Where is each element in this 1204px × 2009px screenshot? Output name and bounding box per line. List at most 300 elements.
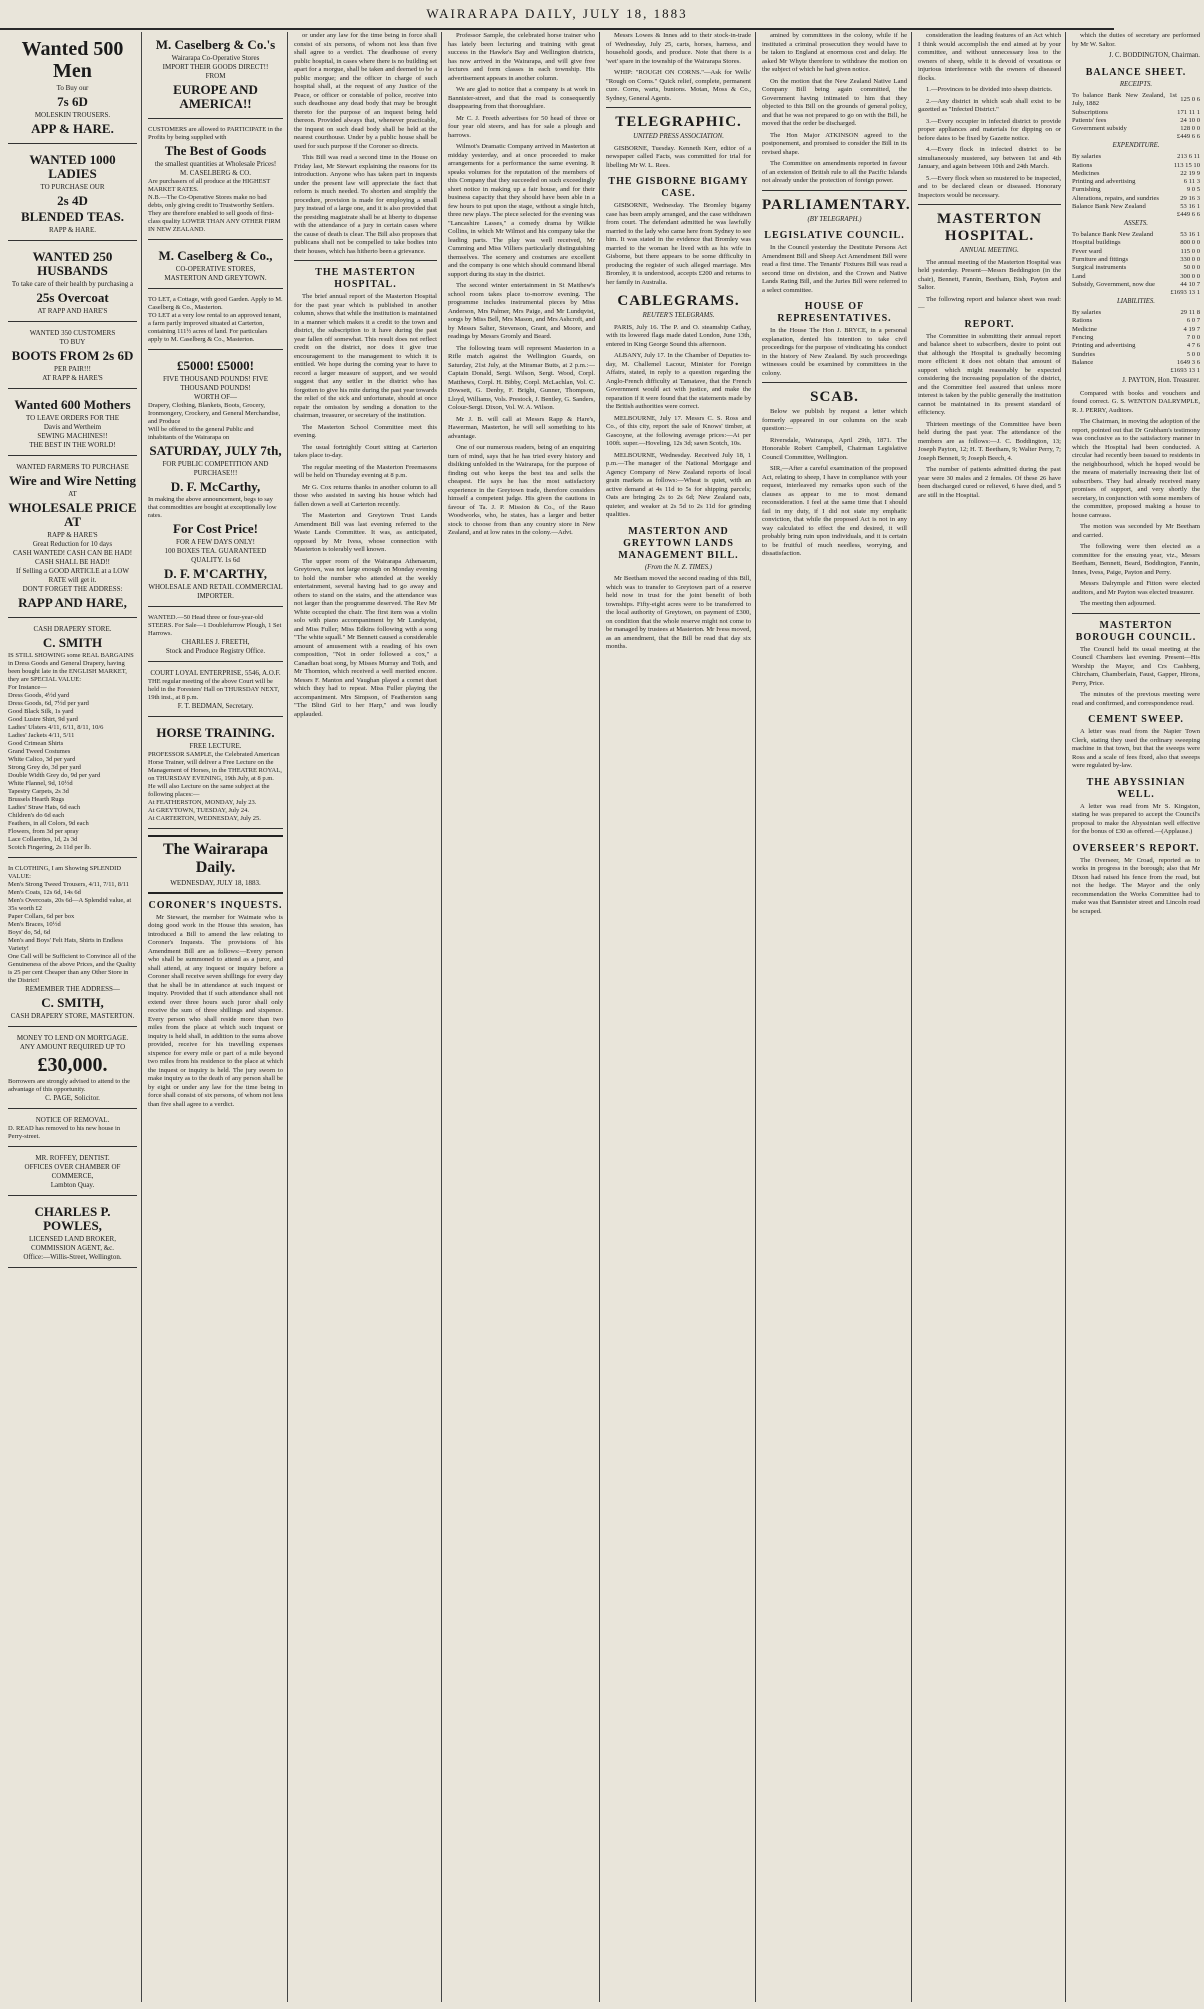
advert-wire: [8, 459, 137, 618]
article-paragraph: Messrs Dalrymple and Fitton were elected auditors, and Mr Payton was elected treasurer.: [1072, 580, 1200, 596]
advert-line: Men's Strong Tweed Trousers, 4/11, 7/11, 8/11: [8, 881, 130, 888]
advert-line: 100 BOXES TEA. GUARANTEED QUALITY. 1s 6d: [164, 547, 267, 564]
table-row: [1072, 273, 1200, 281]
article-paragraph: MELBOURNE, July 17. Messrs C. S. Ross and Co., of this city, report the sale of Knows' timber, at Gascoyne, at the following average prices:—At per 100ft. super.—Hoveling, 12s 3d; sawn Scotch, 10s.: [606, 414, 751, 447]
advert-line: WHOLESALE AND RETAIL COMMERCIAL IMPORTER.: [148, 583, 283, 600]
article-paragraph: Riversdale, Wairarapa, April 29th, 1871. The Honorable Robert Campbell, Chairman Legislative Council Committee, Wellington.: [762, 436, 907, 461]
table-total-row: [1072, 367, 1200, 375]
advert-line: APP & HARE.: [31, 121, 114, 136]
article-paragraph: A letter was read from Mr S. Kingston, stating he was prepared to accept the Council's proposal to make the Abyssinian well effective for the bonus of £30 as offered.—(Applause.): [1072, 802, 1200, 836]
article-paragraph: The minutes of the previous meeting were read and confirmed, and correspondence read.: [1072, 691, 1200, 707]
advert-to-let: [148, 292, 283, 350]
receipts-table: [1072, 92, 1200, 142]
row-amount: 50 0 0: [1183, 264, 1200, 272]
price-list-item: Tapestry Carpets, 2s 3d: [8, 788, 69, 795]
advert-line: FIVE THOUSAND POUNDS! FIVE THOUSAND POUNDS!: [162, 375, 269, 392]
signature: J. C. BODDINGTON, Chairman.: [1108, 52, 1200, 59]
row-label: Printing and advertising: [1072, 178, 1136, 186]
article-paragraph: 1.—Provinces to be divided into sheep districts.: [926, 86, 1053, 93]
table-row: [1072, 231, 1200, 239]
advert-line: If Selling a GOOD ARTICLE at a LOW RATE will get it.: [16, 567, 129, 584]
article-heading: LEGISLATIVE COUNCIL.: [764, 230, 905, 241]
paper-date: WEDNESDAY, JULY 18, 1883.: [170, 879, 261, 887]
article-paragraph: consideration the leading features of an Act which I think would accomplish the end aimed at by your committee, and without unnecessary loss to the owners of sheep, while it is devoid of vexatious or injurious interference with the owners of diseased flocks.: [918, 32, 1061, 82]
table-row: [1072, 195, 1200, 203]
row-label: Medicine: [1072, 325, 1097, 333]
table-row: [1072, 109, 1200, 117]
section-subheading: ANNUAL MEETING.: [960, 247, 1019, 254]
row-label: Medicines: [1072, 169, 1100, 177]
row-label: Hospital buildings: [1072, 239, 1121, 247]
advert-steers: [148, 610, 283, 662]
price-list-item: Dress Goods, 4½d yard: [8, 692, 70, 699]
advert-line: CASH DRAPERY STORE.: [33, 625, 112, 633]
advert-line: Great Reduction for 10 days: [32, 540, 113, 548]
advert-line: Paper Collars, 6d per box: [8, 913, 75, 920]
table-row: [1072, 125, 1200, 133]
article-paragraph: The Committee in submitting their annual report and balance sheet to subscribers, desire to point out that although the Hospital is gradually becoming more efficient it does not obtain that amount of support which might reasonably be expected considering the increasing population of the district, and the Committee feel assured that unless more interest is taken by the public generally the institution cannot be maintained in its present standard of efficiency.: [918, 332, 1061, 416]
article-paragraph: Mr C. J. Freeth advertises for 50 head of three or four year old steers, and has for sale a plough and harrows.: [448, 114, 595, 139]
table-row: [1072, 256, 1200, 264]
advert-line: Wire and Wire Netting: [9, 473, 136, 488]
row-amount: 22 19 9: [1180, 169, 1200, 177]
price-list-item: Ladies' Straw Hats, 6d each: [8, 804, 81, 811]
advert-line: Wairarapa Co-Operative Stores: [171, 54, 260, 62]
advert-line: Drapery, Clothing, Blankets, Boots, Grocery, Ironmongery, Crockery, and General Merchandise, and Produce: [148, 402, 281, 425]
advert-line: FREE LECTURE.: [189, 742, 242, 750]
advert-line: HORSE TRAINING.: [156, 725, 275, 740]
advert-sewing: [8, 392, 137, 456]
article-paragraph: The annual meeting of the Masterton Hospital was held yesterday. Present—Messrs Beddington (in the chair), Bennett, Fannin, Beetham, Bish, Payton and Saltor.: [918, 258, 1061, 291]
article-paragraph: The Committee on amendments reported in favour of an extension of British rule to all the Pacific Islands not already under the protection of foreign power.: [762, 160, 907, 184]
article-heading: REPORT.: [964, 318, 1015, 330]
article-paragraph: SIR,—After a careful examination of the proposed Act, relating to sheep, I have in compliance with your request, interleaved my remarks upon such of the clauses as appear to me to most demand reconsideration. I feel at the same time that I should fail in my duty, if I did not state my emphatic conviction, that while the proposed Act is not in any way calculated to effect the end desired, it will probably bring ruin upon individuals, and it is certain to be fruitful of much needless, worrying, and dissatisfaction.: [762, 465, 907, 557]
advert-line: He will also Lecture on the same subject at the following places:—: [148, 783, 270, 798]
row-label: Furniture and fittings: [1072, 256, 1129, 264]
masthead: WAIRARAPA DAILY, JULY 18, 1883: [0, 0, 1114, 30]
article-paragraph: The upper room of the Wairarapa Athenaeum, Greytown, was not large enough on Monday evening to hold the number who attended at the weekly entertainment, several having had to go away and others to stand on the stairs, and the attendance was not larger than the programme deserved. The Rev Mr White occupied the chair. The first item was a violin solo with piano accompaniment by Mr Lundqvist, and Miss Fuller; Miss Edkins following with a song "The white squall." Mr Bennett caused a considerable amount of amusement with a reading of his own composition, "Not in order followed a cox," a Canadian boat song, by Misses Murray and Toth, and Mr Thornton, which received a well merited encore. Messrs F. Manton and Vaughan played a cornet duet which they had to repeat. Miss Fuller playing the accompaniment. Mrs Simpson, of Featherston sang "The Blind Girl to her Harp," and was loudly applauded.: [294, 557, 437, 718]
advert-line: RAPP & HARE.: [48, 226, 96, 234]
section-subheading: UNITED PRESS ASSOCIATION.: [633, 133, 724, 140]
column-8: [1070, 32, 1204, 2002]
article-paragraph: We are glad to notice that a company is at work in Bannister-street, and that the road is consequently disappearing from that thoroughfare.: [448, 86, 595, 110]
advert-line: Men's Braces, 10½d: [8, 921, 61, 928]
advert-heading: M. Caselberg & Co.,: [158, 248, 273, 263]
advert-smith-drapery: [8, 621, 137, 858]
row-label: To balance Bank New Zealand, 1st July, 1882: [1072, 92, 1177, 108]
table-row: [1072, 334, 1200, 342]
article-heading: THE MASTERTON HOSPITAL.: [315, 267, 416, 290]
price-list-item: Ladies' Ulsters 4/11, 6/11, 8/11, 10/6: [8, 724, 104, 731]
column-2: [146, 32, 288, 2002]
advert-line: COURT LOYAL ENTERPRISE, 5546, A.O.F.: [150, 669, 281, 677]
table-row: [1072, 342, 1200, 350]
article-paragraph: Messrs Lowes & Innes add to their stock-in-trade of Wednesday, July 25, carts, horses, harness, and household goods, and produce. Note that there is a 'wet' spare in the township of the Wairarapa Stores.: [606, 32, 751, 65]
section-heading-scab: SCAB.: [810, 389, 859, 405]
row-amount: 29 16 3: [1180, 194, 1200, 202]
row-label: Land: [1072, 272, 1086, 280]
column-5: [604, 32, 756, 2002]
advert-line: CO-OPERATIVE STORES,: [175, 265, 256, 273]
advert-line: N.B.—The Co-Operative Stores make no bad debts, only giving credit to Trustworthy Settlers. They are therefore enabled to sell goods of first-class quality LOWER THAN ANY OTHER FIRM IN NEW ZEALAND.: [148, 194, 281, 233]
advert-line: Borrowers are strongly advised to attend to the advantage of this opportunity.: [8, 1078, 130, 1093]
table-heading: RECEIPTS.: [1119, 80, 1153, 88]
row-label: Patients' fees: [1072, 116, 1107, 124]
price-list-item: Lace Collarettes, 1d, 2s 3d: [8, 836, 78, 843]
article-paragraph: Mr Stewart, the member for Waimate who is doing good work in the House this session, has introduced a Bill to amend the law relating to Coroner's Inquests. The provisions of his Amendment Bill are as follows:—Every person who shall be summoned to attend as a juror, and shall attend, at any inquest or inquiry before a Coroner shall receive seven shillings for every day that he shall be in attendance at such inquest or inquiry. Provided that if such attendance shall not extend over three hours such juror shall only receive the sum of three shillings and sixpence. Every person who shall reside more than two miles from the place at which such inquest or inquiry is held shall, in addition to the sums above provided, receive for his travelling expenses sixpence for every mile or part of a mile beyond two miles from his residence to the place at which the inquest or inquiry is held. The jury sworn to make inquiry as to the death of any person shall be by eight or under any law for the time being in force shall consist of six persons, of whom not less than five shall agree to a verdict.: [148, 913, 283, 1108]
article-paragraph: 4.—Every flock in infected district to be simultaneously mustered, say between 1st and 4th January, and again between 10th and 24th March.: [918, 146, 1061, 170]
advert-line: TO LET, a Cottage, with good Garden. Apply to M. Caselberg & Co., Masterton.: [148, 296, 283, 311]
price-list-item: Good Black Silk, 1s yard: [8, 708, 74, 715]
table-row: [1072, 186, 1200, 194]
article-paragraph: 3.—Every occupier in infected district to provide proper appliances and materials for dipping on or before dates to be fixed by Gazette notice.: [918, 117, 1061, 142]
table-row: [1072, 281, 1200, 289]
advert-caselberg-goods: [148, 122, 283, 240]
paper-title: The Wairarapa Daily.: [162, 841, 269, 876]
advert-dentist: [8, 1150, 137, 1196]
advert-line: BLENDED TEAS.: [20, 209, 125, 224]
advert-smith-clothing: [8, 861, 137, 1027]
row-amount: 171 11 1: [1177, 108, 1200, 116]
row-amount: 44 10 7: [1180, 280, 1200, 288]
table-heading: ASSETS.: [1124, 219, 1148, 227]
advert-line: TO BUY: [59, 338, 86, 346]
advert-heading: Wanted 600 Mothers: [14, 397, 131, 412]
article-paragraph: On the motion that the New Zealand Native Land Company Bill being again committed, the Government having intimated to him that they objected to this Bill on the grounds of general policy, and that he was not prepared to go on with the Bill, he moved that the order be discharged.: [762, 77, 907, 127]
article-paragraph: The Chairman, in moving the adoption of the report, pointed out that Dr Grabham's testimony was conclusive as to the satisfactory manner in which the Hospital had been conducted. A circular had recently been issued to residents in the neighbourhood, which he hoped would be the means of materially increasing their list of subscribers. They had already received many promises of support, and very shortly the secretary, in conjunction with some members of the committee, proposed making a house to house canvass.: [1072, 418, 1200, 519]
advert-court-loyal: [148, 665, 283, 717]
price-list-item: Strong Grey do, 3d per yard: [8, 764, 81, 771]
liabilities-table: [1072, 309, 1200, 375]
article-paragraph: MELBOURNE, Wednesday. Received July 18, 1 p.m.—The manager of the National Mortgage and Agency Company of New Zealand reports of local grain markets as follows:—Wheat is quiet, with an active demand at 4s 11d to 5s for shipping parcels; Oats are bringing 2s to 2s 6d; New Zealand oats, quieter, and weaker at 2s 5d to 2s 11d for grinding qualities.: [606, 451, 751, 518]
advert-line: Stock and Produce Registry Office.: [165, 647, 266, 655]
article-heading: THE ABYSSINIAN WELL.: [1086, 776, 1186, 800]
advert-caselberg-import: [148, 32, 283, 119]
advert-line: EUROPE AND AMERICA!!: [173, 82, 258, 111]
table-row: [1072, 117, 1200, 125]
advert-moleskin: [8, 32, 137, 144]
table-row: [1072, 309, 1200, 317]
advert-boots: [8, 325, 137, 389]
row-amount: 128 0 0: [1180, 125, 1200, 133]
price-list-item: Scotch Fingering, 2s 11d per lb.: [8, 844, 91, 851]
article-paragraph: The following were then elected as a committee for the ensuing year, viz., Messrs Beetham, Bennett, Beard, Boddington, Fannin, Innes, Ivess, Paige, Payton and Perry.: [1072, 543, 1200, 576]
advert-line: TO LEAVE ORDERS FOR THE: [26, 414, 119, 422]
advert-line: AT RAPP AND HARE'S: [37, 307, 108, 315]
advert-line: COMMISSION AGENT, &c.: [30, 1244, 115, 1252]
advert-line: Men's and Boys' Felt Hats, Shirts in Endless Variety!: [8, 937, 124, 952]
article-paragraph: Mr Beetham moved the second reading of this Bill, which was to transfer to Greytown part of a reserve held now in trust for the joint benefit of both townships. Fifty-eight acres were to be transferred to the local authority of Greytown, on payment of £300, on condition that the whole reserve might not come to be managed by trustees at Masterton. Mr Ivess moved, as an amendment, that the Bill be read that day six months.: [606, 575, 751, 650]
table-row: [1072, 92, 1200, 109]
price-list-item: Good Crimean Shirts: [8, 740, 64, 747]
article-heading: HOUSE OF REPRESENTATIVES.: [777, 301, 892, 324]
price-list-item: Feathers, in all Colors, 9d each: [8, 820, 89, 827]
table-row: [1072, 248, 1200, 256]
column-6: [760, 32, 912, 2002]
article-paragraph: This Bill was read a second time in the House on Friday last, Mr Stewart explaining the reasons for its introduction. Anyone who has taken part in inquests under the present law will appreciate the fact that reform is much needed. To shorten and simplify the procedure, provision is made for employing a small jury instead of a large one, and it is also provided that the presiding magistrate shall be at liberty to dispense with the attendance of a jury in certain cases where the cause of death is clear. The Bill also proposes that publicans shall not be compelled to take bodies into their houses, which has hitherto been a grievance.: [294, 154, 437, 255]
advert-line: C. PAGE, Solicitor.: [45, 1094, 100, 1102]
advert-line: RAPP & HARE'S: [47, 531, 98, 539]
advert-line: One Call will be Sufficient to Convince all of the Genuineness of the above Prices, and the Quality is 25 per cent Cheaper than any Other Store in the District!: [8, 953, 136, 984]
advert-heading: WANTED 350 CUSTOMERS: [29, 329, 116, 337]
advert-line: MONEY TO LEND ON MORTGAGE.: [16, 1034, 129, 1042]
advert-line: SATURDAY, JULY 7th,: [149, 443, 282, 458]
row-amount: 213 6 11: [1177, 153, 1200, 161]
divider: [762, 382, 907, 383]
advert-line: At FEATHERSTON, MONDAY, July 23.: [148, 799, 257, 806]
advert-line: At GREYTOWN, TUESDAY, July 24.: [148, 807, 250, 814]
advert-line: In making the above announcement, begs to say that commodities are bought at exceptionally low rates.: [148, 496, 277, 519]
article-paragraph: The following report and balance sheet was read:—: [918, 295, 1061, 311]
row-label: By salaries: [1072, 153, 1102, 161]
row-label: Surgical instruments: [1072, 264, 1127, 272]
row-amount: 53 16 1: [1180, 231, 1200, 239]
row-amount: 1649 3 6: [1176, 358, 1200, 366]
article-paragraph: One of our numerous readers, being of an enquiring turn of mind, says that he has tried every history and disliking unfolded in the Wairarapa, for the purpose of finding out who keeps the best tea and sells the cheapest. He says he has the most satisfactory experience in the Greytown trade, therefore considers himself a competent judge. His given the cautions in favour of Ta. J. P. Mission & Co., of the Rauo Woodworks, who, he states, has a larger and better stock to choose from than any country store in New Zealand, and at low rates in the colony.—Advt.: [448, 444, 595, 536]
row-label: Balance Bank New Zealand: [1072, 203, 1146, 211]
section-subheading: REUTER'S TELEGRAMS.: [642, 312, 715, 319]
price-list-item: White Calico, 3d per yard: [8, 756, 76, 763]
advert-line: NOTICE OF REMOVAL.: [35, 1116, 110, 1124]
price-list-item: Grand Tweed Costumes: [8, 748, 71, 755]
article-subheading: (From the N. Z. TIMES.): [644, 563, 713, 571]
price-list-item: Good Lustre Shirt, 9d yard: [8, 716, 78, 723]
article-heading: MASTERTON AND GREYTOWN LANDS MANAGEMENT BILL.: [618, 525, 739, 561]
article-paragraph: The Council held its usual meeting at the Council Chambers last evening. Present—His Worship the Mayor, and Crs Cashberg, Chircham, Chamberlain, Faust, Gapper, Hirons, Perry, Price.: [1072, 645, 1200, 687]
advert-line: CHARLES P. POWLES,: [34, 1204, 111, 1233]
article-paragraph: The Hon Major ATKINSON agreed to the postponement, and promised to consider the Bill in its revised shape.: [762, 131, 907, 156]
article-paragraph: The Masterton School Committee meet this evening.: [294, 423, 437, 439]
article-paragraph: The usual fortnightly Court sitting at Carterton takes place to-day.: [294, 443, 437, 459]
divider: [294, 260, 437, 261]
row-amount: 29 11 8: [1180, 309, 1200, 317]
advert-line: Office:—Willis-Street, Wellington.: [23, 1253, 122, 1261]
column-4: [446, 32, 600, 2002]
row-amount: 800 0 0: [1180, 239, 1200, 247]
row-amount: 4 19 7: [1183, 325, 1200, 333]
section-heading-hospital: MASTERTON HOSPITAL.: [937, 211, 1042, 244]
table-total-row: [1072, 211, 1200, 219]
row-amount: 5 0 0: [1186, 350, 1200, 358]
article-paragraph: In the Council yesterday the Destitute Persons Act Amendment Bill and Sheep Act Amendment Bill were read a first time. The Tenants' Fixtures Bill was read a second time on division, and the Crown and Native Lands Rating Bill, and the Juries Bill were referred to a select committee.: [762, 244, 907, 294]
advert-line: Men's Overcoats, 20s 6d—A Splendid value, at 35s worth £2: [8, 897, 132, 912]
article-paragraph: 5.—Every flock when so mustered to be inspected, and to be declared clean or diseased. Honorary Inspectors would be necessary.: [918, 174, 1061, 199]
article-paragraph: In the House The Hon J. BRYCE, in a personal explanation, denied his intention to take civil proceedings for the purpose of vindicating his conduct in the history of New Zealand. By such proceedings witnesses could be examined by committees in the colony.: [762, 327, 907, 377]
advert-line: £30,000.: [37, 1054, 108, 1076]
advert-line: Davis and Wertheim: [43, 423, 102, 431]
advert-line: D. F. McCarthy,: [170, 479, 261, 494]
advert-line: REMEMBER THE ADDRESS—: [25, 985, 120, 993]
article-paragraph: The number of patients admitted during the past year were 30 males and 2 females. Of these 26 have been discharged cured or relieved, 6 have died, and 5 are still in the Hospital.: [918, 466, 1061, 499]
advert-line: 25s Overcoat: [36, 290, 109, 305]
table-row: [1072, 178, 1200, 186]
row-label: By salaries: [1072, 309, 1102, 317]
article-paragraph: Wilmot's Dramatic Company arrived in Masterton at midday yesterday, and at once proceeded to make arrangements for a performance the same evening. It speaks volumes for the reputation of the members of this Company that they succeeded on such exceedingly short notice in making up a fair house, and for their business capacity that they should have been able in a few hours to put upon the stage, without a single hitch, three new plays. The piece selected for the evening was "Lancashire Lasses," a comedy drama by Wilkie Collins, in which Mr Wilmot and his company take the leading parts. The play was well received, Mr Cumming and Miss Villiers particularly distinguishing themselves. The scenery and costumes are excellent and the company is one which should command liberal support during its stay in the district.: [448, 143, 595, 278]
signature: J. PAYTON, Hon. Treasurer.: [1122, 377, 1200, 385]
advert-line: F. T. BEDMAN, Secretary.: [177, 702, 254, 710]
advert-line: At CARTERTON, WEDNESDAY, July 25.: [148, 815, 261, 822]
advert-heading: Wanted 500 Men: [21, 38, 124, 82]
row-label: Alterations, repairs, and sundries: [1072, 194, 1159, 202]
row-amount: 4 7 6: [1186, 342, 1200, 350]
section-heading-telegraphic: TELEGRAPHIC.: [615, 114, 742, 130]
advert-line: 2s 4D: [57, 193, 88, 208]
row-label: Fever ward: [1072, 247, 1102, 255]
advert-line: TO PURCHASE OUR: [40, 183, 105, 191]
expenditure-table: [1072, 153, 1200, 219]
column-1: [6, 32, 142, 2002]
advert-line: TO LET at a very low rental to an approved tenant, a farm partly improved situated at Carterton, containing 111½ acres of land. For particulars apply to M. Caselberg & Co., Masterton.: [148, 312, 282, 343]
table-row: [1072, 351, 1200, 359]
article-paragraph: WHIP: "ROUGH ON CORNS."—Ask for Wells' "Rough on Corns." Quick relief, complete, permanent cure. Corns, warts, bunions. Motan, Moss & Co., Sydney, General Agents.: [606, 69, 751, 102]
table-total-row: [1072, 289, 1200, 297]
advert-line: RAPP AND HARE,: [18, 595, 127, 610]
table-heading: LIABILITIES.: [1117, 297, 1155, 305]
advert-line: CASH WANTED! CASH CAN BE HAD!: [12, 549, 133, 557]
price-list-item: Flowers, from 3d per spray: [8, 828, 79, 835]
advert-line: Men's Coats, 12s 6d, 14s 6d: [8, 889, 81, 896]
assets-table: [1072, 231, 1200, 297]
article-paragraph: PARIS, July 16. The P. and O. steamship Cathay, with its lowered flags made dated London, June 13th, entered in King George Sound this afternoon.: [606, 323, 751, 348]
price-list-item: For Instance—: [8, 684, 47, 691]
advert-line: D. F. M'CARTHY,: [164, 566, 267, 581]
article-paragraph: Below we publish by request a letter which formerly appeared in our columns on the scab question:—: [762, 408, 907, 432]
advert-heading: WANTED 250 HUSBANDS: [32, 249, 113, 278]
row-total: £449 6 6: [1176, 211, 1200, 219]
article-paragraph: A letter was read from the Napier Town Clerk, stating they used the ordinary sweeping machine in that town, but that the sweeps were Ross and a scale of fees fixed, also that sweeps were regulated by-law.: [1072, 728, 1200, 770]
advert-heading: £5000! £5000!: [177, 358, 254, 373]
row-amount: 300 0 0: [1180, 272, 1200, 280]
row-label: Sundries: [1072, 350, 1096, 358]
row-amount: 6 11 3: [1183, 178, 1200, 186]
table-row: [1072, 203, 1200, 211]
table-row: [1072, 153, 1200, 161]
advert-line: PER PAIR!!!: [54, 365, 91, 373]
advert-line: C. SMITH,: [41, 995, 104, 1010]
advert-line: FROM: [205, 72, 226, 80]
table-row: [1072, 162, 1200, 170]
advert-removal: [8, 1112, 137, 1147]
article-paragraph: ALBANY, July 17. In the Chamber of Deputies to-day, M. Challemel Lacour, Minister for Foreign Affairs, stated, in reply to a question regarding the Anglo-French difficulty at Tamatave, that the French Government would act with justice, and make the reparation if it were found that the statements made by the British authorities were correct.: [606, 352, 751, 410]
advert-horse-training: [148, 720, 283, 829]
article-paragraph: The second winter entertainment in St Matthew's school room takes place to-morrow evening. The programme includes instrumental pieces by Miss Anderson, Mrs Palmer, Mrs Paige, and Mr Lundqvist, songs by Miss Bell, Mrs Mason, and Mrs Ashcroft, and by Messrs Salter, Stevenson, Grant, and Moore, and readings by Messrs Gromly and Beard.: [448, 282, 595, 340]
table-row: [1072, 170, 1200, 178]
row-label: To balance Bank New Zealand: [1072, 231, 1154, 239]
advert-line: CASH SHALL BE HAD!!: [35, 558, 110, 566]
article-paragraph: Thirteen meetings of the Committee have been held during the past year. The attendance of the members are as follows:—J. C. Boddington, 13; Joseph Payton, 12; H. T. Beetham, 9; Walter Perry, 7; Joseph Bennett, 9; Joseph Beech, 4.: [918, 420, 1061, 462]
row-amount: 24 10 0: [1180, 116, 1200, 124]
advert-line: C. SMITH: [42, 635, 103, 650]
advert-line: Are purchasers of all produce at the HIGHEST MARKET RATES.: [148, 178, 271, 193]
article-paragraph: The brief annual report of the Masterton Hospital for the past year which is published in another column, shows that while the institution is maintained in a manner which makes it a credit to the town and district, the subscription to it have during the past year fallen off somewhat. This result does not reflect credit on the district, nor does it give true encouragement to the management to which it is entitled. We hope during the coming year to have to record a larger measure of support, and we would suggest that any settler in the district who has forgotten to give his mite during the past year towards the relief of the sick and unfortunate, should at once repair the omission by sending a donation to the chairman, treasurer, or secretary of the institution.: [294, 293, 437, 419]
row-total: £449 6 6: [1176, 133, 1200, 141]
advert-line: Will be offered to the general Public and inhabitants of the Wairarapa on: [148, 426, 254, 441]
row-amount: 113 15 10: [1173, 161, 1200, 169]
column-7: [916, 32, 1066, 2002]
row-amount: 125 0 6: [1180, 96, 1200, 104]
advert-line: THE BEST IN THE WORLD!: [29, 441, 116, 449]
advert-line: THE regular meeting of the above Court will be held in the Foresters' Hall on THURSDAY NEXT, 19th inst., at 8 p.m.: [148, 678, 280, 701]
table-heading: EXPENDITURE.: [1112, 141, 1160, 149]
row-label: Fencing: [1072, 333, 1094, 341]
article-heading: CORONER'S INQUESTS.: [148, 899, 283, 911]
advert-line: IMPORT THEIR GOODS DIRECT!!: [162, 63, 269, 71]
advert-line: In CLOTHING, I am Showing SPLENDID VALUE:: [8, 865, 122, 880]
advert-line: WANTED FARMERS TO PURCHASE: [16, 463, 129, 471]
table-total-row: [1072, 133, 1200, 141]
row-label: Subscriptions: [1072, 108, 1108, 116]
table-row: [1072, 317, 1200, 325]
article-paragraph: which the duties of secretary are performed by Mr W. Saltor.: [1072, 32, 1200, 48]
divider: [918, 204, 1061, 205]
article-heading: THE GISBORNE BIGAMY CASE.: [608, 176, 749, 199]
advert-line: LICENSED LAND BROKER,: [29, 1235, 116, 1243]
price-list-item: Dress Goods, 6d, 7½d per yard: [8, 700, 89, 707]
row-label: Balance: [1072, 358, 1094, 366]
price-list-item: Children's do 6d each: [8, 812, 65, 819]
advert-line: To take care of their health by purchasing a: [11, 280, 134, 288]
row-total: £1693 13 1: [1170, 367, 1200, 375]
article-paragraph: GISBORNE, Wednesday. The Bromley bigamy case has been amply arranged, and the case withdrawn from court. The defendant admitted he was lawfully married to the lady who came here from Sydney to see him. It was stated in the evidence that Bromley was married to the woman he lived with as his wife in Gisborne, but there appears to be some difficulty in producing the register of such alleged marriage. Mrs Bromley, it is understood, accepts £200 and returns to her family in Australia.: [606, 202, 751, 286]
row-amount: 115 0 0: [1180, 247, 1200, 255]
advert-caselberg-stores: [148, 243, 283, 289]
advert-overcoat: [8, 244, 137, 322]
advert-line: WHOLESALE PRICE AT: [8, 500, 137, 529]
advert-line: BOOTS FROM 2s 6D: [11, 348, 134, 363]
article-paragraph: The Masterton and Greytown Trust Lands Amendment Bill was last evening referred to the Waste Lands Committee. It was, as anticipated, opposed by Mr Ivess, whose connection with Masterton is tolerably well known.: [294, 512, 437, 553]
table-row: [1072, 326, 1200, 334]
divider: [1072, 613, 1200, 614]
article-paragraph: or under any law for the time being in force shall consist of six persons, of whom not less than five shall agree to a verdict. The deadhouse of every public hospital, in cases where there is no building set apart for a morgue, shall be taken and deemed to be a public morgue; and the officer in charge of such hospital shall, at the request of any Justice of the Peace, or officer or constable of police, receive into such deadhouse any dead body that may be brought thereto for the purpose of an inquest being held thereon. Provided always that, whenever practicable, the inquest on such dead body shall be held at the nearest courthouse. Under by a public house shall be used for such purpose if the Coroner so directs.: [294, 32, 437, 150]
price-list-item: Ladies' Jackets 4/11, 5/11: [8, 732, 75, 739]
row-label: Rations: [1072, 317, 1093, 325]
article-paragraph: GISBORNE, Tuesday. Kenneth Kerr, editor of a newspaper called Facts, was committed for trial for libelling Mr W. L. Rees.: [606, 144, 751, 169]
article-paragraph: The Overseer, Mr Croad, reported as to works in progress in the borough; also that Mr Dixon had raised his fence from the road, but not the hedge. The Mayor and the only recommendation the Works Committee had to make was that Bannister street and Lincoln road be scraped.: [1072, 856, 1200, 915]
price-list-item: Double Width Grey do, 9d per yard: [8, 772, 101, 779]
advert-heading: WANTED 1000 LADIES: [29, 152, 116, 181]
column-3: [292, 32, 442, 2002]
advert-line: 7s 6D: [57, 94, 88, 109]
advert-line: CHARLES J. FREETH,: [181, 638, 250, 646]
advert-line: MASTERTON AND GREYTOWN.: [164, 274, 267, 282]
advert-line: The Best of Goods: [164, 143, 267, 158]
price-list-item: White Flannel, 9d, 10½d: [8, 780, 73, 787]
advert-land-broker: [8, 1199, 137, 1268]
divider: [606, 107, 751, 108]
article-heading: CEMENT SWEEP.: [1088, 714, 1184, 726]
row-label: Printing and advertising: [1072, 342, 1136, 350]
advert-line: the smallest quantities at Wholesale Prices!: [154, 160, 277, 168]
advert-line: PROFESSOR SAMPLE, the Celebrated American Horse Trainer, will deliver a Free Lecture on the Management of Horses, in the THEATRE ROYAL, on THURSDAY EVENING, 19th July, at 8 p.m.: [148, 751, 282, 782]
advert-line: Boys' do, 5d, 6d: [8, 929, 51, 936]
article-paragraph: 2.—Any district in which scab shall exist to be gazetted as "Infected District.": [918, 97, 1061, 113]
section-heading-parliamentary: PARLIAMENTARY.: [762, 196, 911, 213]
row-label: Government subsidy: [1072, 125, 1127, 133]
article-paragraph: Mr G. Cox returns thanks in another column to all those who assisted in saving his house which had fallen down a well at Carterton recently.: [294, 483, 437, 508]
row-label: Furnishing: [1072, 186, 1101, 194]
article-paragraph: The regular meeting of the Masterton Freemasons will be held on Thursday evening at 8 p.m.: [294, 463, 437, 479]
advert-line: FOR PUBLIC COMPETITION AND PURCHASE!!!: [162, 460, 269, 477]
article-paragraph: amined by committees in the colony, while if he instituted a criminal prosecution they would have to be taken to England at enormous cost and delay. He asked Mr Whyte therefore to withdraw the motion on the subject of which he had given notice.: [762, 32, 907, 73]
section-heading-cablegrams: CABLEGRAMS.: [617, 293, 740, 309]
table-row: [1072, 239, 1200, 247]
article-paragraph: The following team will represent Masterton in a Rifle match against the Wellington Guards, on Saturday, 21st July, at the Miramar Butts, at 2 p.m.:—Captain Donald, Sergt. Wilson, Sergt. Wood, Corpl. Matthews, Corpl. H. Bibby, Corpl. McLachlan, Vol. C. Dowsett, G. Denby, F. Bright, Gunner, Thompson, Lloyd, Williams, Vols. Prestock, J. Bentley, G. Sanders, Colour-Sergt. Dixon, Vol. W. A. Wilson.: [448, 344, 595, 411]
advert-line: AT RAPP & HARE'S: [42, 374, 103, 382]
advert-line: WANTED.—50 Head three or four-year-old STEERS. For Sale—1 Doublefurrow Plough, 1 Set Harrows.: [148, 614, 282, 637]
price-list-item: Brussels Hearth Rugs: [8, 796, 65, 803]
advert-line: ANY AMOUNT REQUIRED UP TO: [19, 1043, 126, 1051]
advert-line: WORTH OF—: [194, 393, 237, 401]
